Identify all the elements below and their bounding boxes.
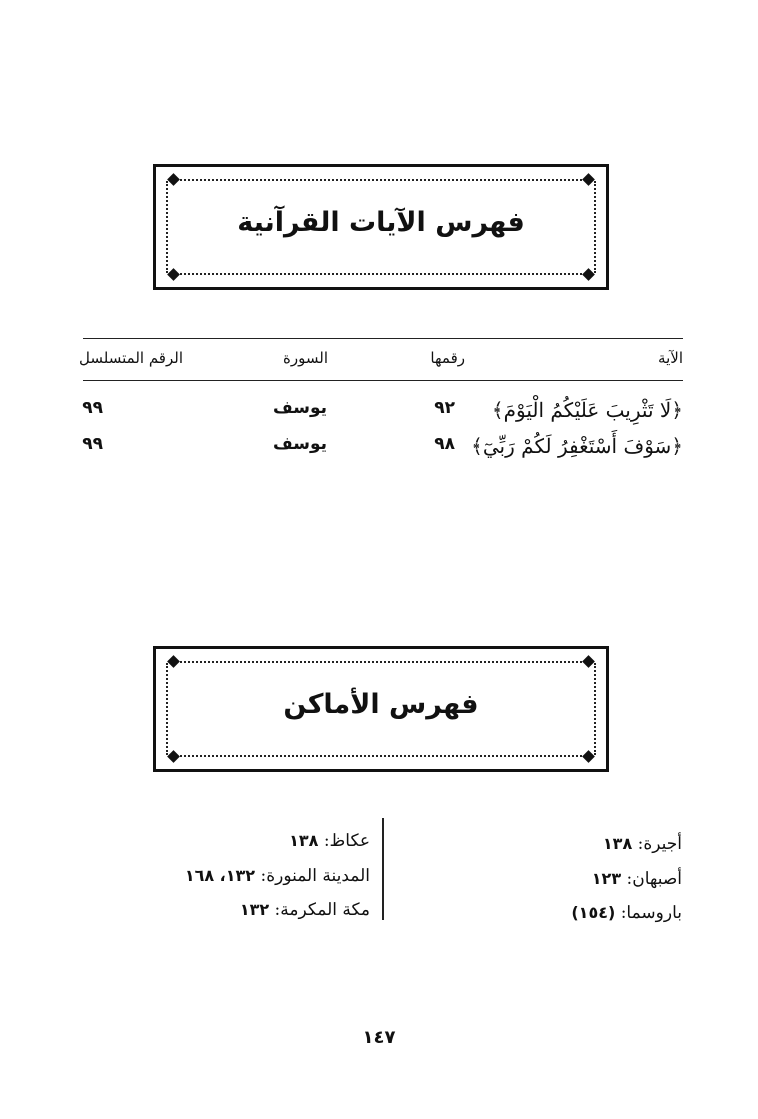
place-pages: (١٥٤)	[571, 903, 616, 922]
surah-name: يوسف	[272, 434, 327, 454]
diamond-ornament-icon	[582, 750, 595, 763]
table-row	[83, 434, 683, 458]
place-entry	[240, 900, 370, 920]
verse-text: ﴿سَوْفَ أَسْتَغْفِرُ لَكُمْ رَبِّيٓ﴾	[471, 434, 683, 458]
place-pages: ١٣٢	[239, 900, 270, 919]
place-entry	[603, 834, 682, 854]
header-number: رقمها	[430, 349, 465, 367]
place-pages: ١٢٣	[591, 869, 622, 888]
place-pages: ١٣٨	[602, 834, 633, 853]
diamond-ornament-icon	[167, 750, 180, 763]
table-header-rule	[83, 380, 683, 381]
quran-index-title-frame	[153, 164, 609, 290]
verse-number: ٩٨	[434, 434, 455, 454]
place-entry	[289, 831, 370, 851]
diamond-ornament-icon	[582, 655, 595, 668]
diamond-ornament-icon	[582, 173, 595, 186]
places-index-title: فهرس الأماكن	[283, 689, 479, 720]
header-serial: الرقم المتسلسل	[79, 349, 183, 367]
serial-number: ٩٩	[82, 398, 103, 418]
place-entry	[592, 869, 682, 889]
diamond-ornament-icon	[167, 173, 180, 186]
column-divider	[382, 818, 384, 920]
quran-index-title: فهرس الآيات القرآنية	[237, 207, 525, 238]
place-name: أجيرة:	[637, 834, 682, 854]
verse-text: ﴿لَا تَثْرِيبَ عَلَيْكُمُ الْيَوْمَ﴾	[491, 398, 683, 422]
place-pages: ١٣٨	[289, 831, 319, 850]
place-name: عكاظ:	[323, 831, 370, 851]
place-name: باروسما:	[620, 903, 682, 923]
diamond-ornament-icon	[167, 655, 180, 668]
place-entry	[571, 903, 682, 923]
diamond-ornament-icon	[582, 268, 595, 281]
place-pages: ١٣٢، ١٦٨	[184, 866, 256, 885]
header-surah: السورة	[283, 349, 328, 367]
table-row	[83, 398, 683, 422]
place-entry	[185, 866, 370, 886]
verse-number: ٩٢	[434, 398, 455, 418]
header-verse: الآية	[658, 349, 683, 367]
table-header	[79, 349, 683, 373]
serial-number: ٩٩	[82, 434, 103, 454]
places-index-title-frame	[153, 646, 609, 772]
surah-name: يوسف	[272, 398, 327, 418]
place-name: مكة المكرمة:	[274, 900, 370, 920]
place-name: أصبهان:	[626, 869, 682, 889]
diamond-ornament-icon	[167, 268, 180, 281]
place-name: المدينة المنورة:	[260, 866, 370, 886]
table-top-rule	[83, 338, 683, 339]
page-number: ١٤٧	[362, 1027, 396, 1048]
